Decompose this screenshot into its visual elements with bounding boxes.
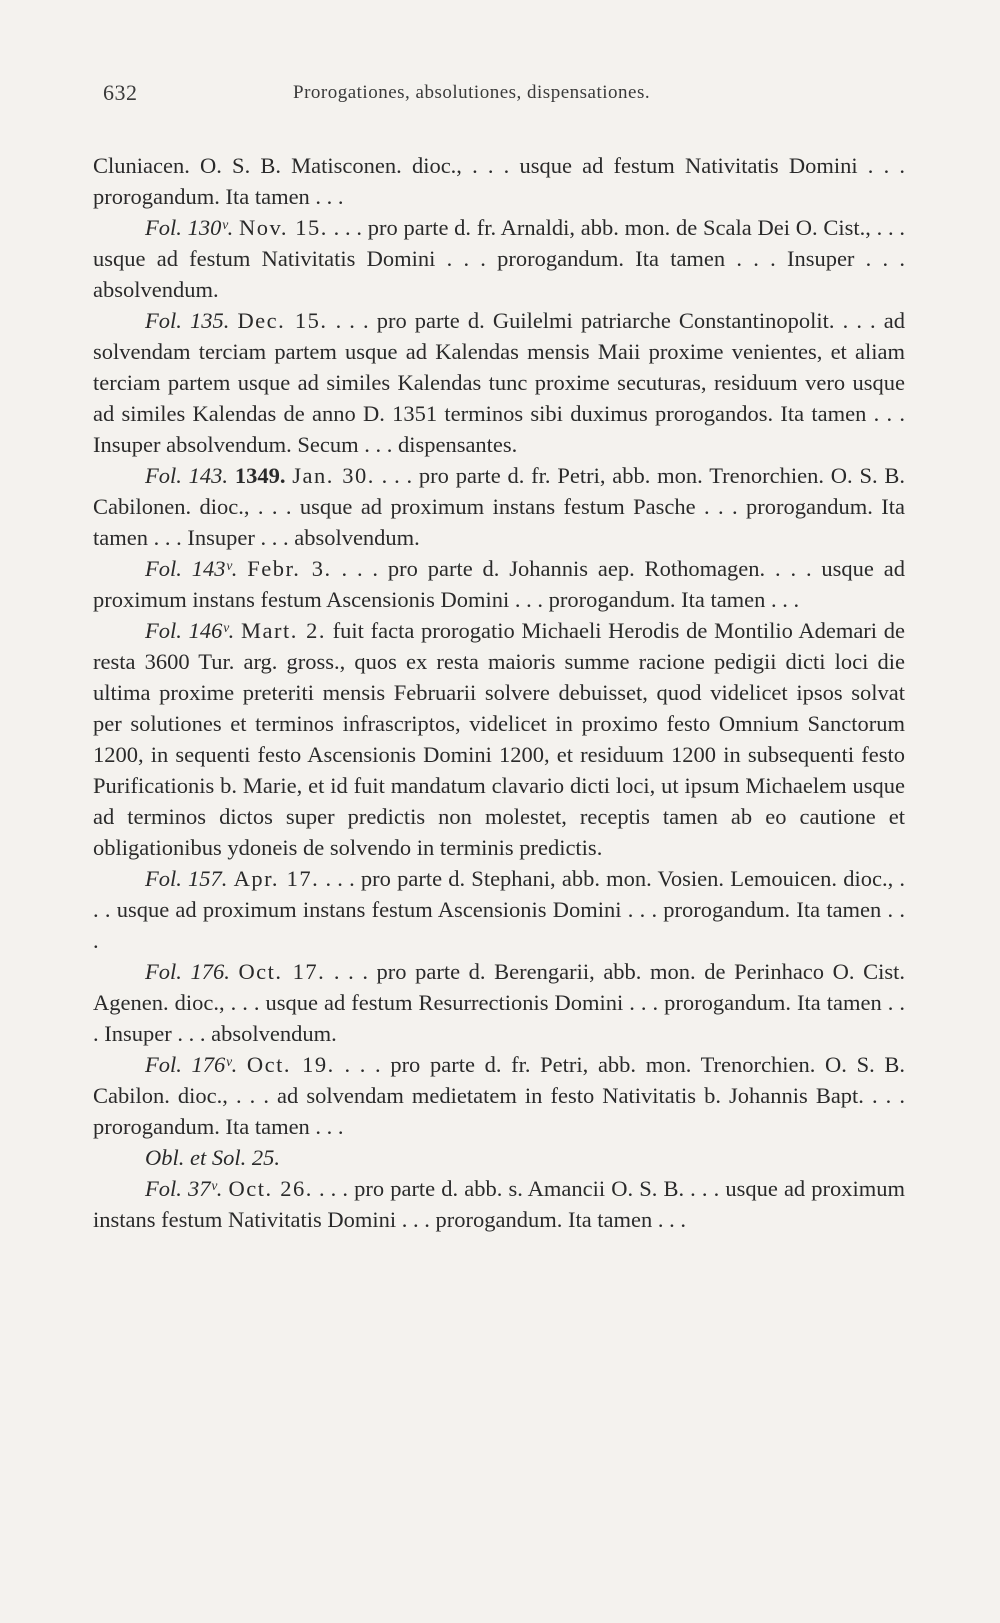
running-head	[93, 70, 905, 110]
entry-paragraph	[93, 305, 905, 460]
entry-text: . . . pro parte d. Johannis aep. Rothomagen. . . . usque ad proximum instans festum Ascensionis Domini . . . prorogandum. Ita tamen . . .	[93, 556, 906, 612]
entry-text: . . . pro parte d. Berengarii, abb. mon. de Perinhaco O. Cist. Agenen. dioc., . . . usque ad festum Resurrectionis Domini . . . prorogandum. Ita tamen . . . Insuper . . . absolvendum.	[93, 959, 905, 1046]
entry-text: . . . pro parte d. fr. Petri, abb. mon. Trenorchien. O. S. B. Cabilon. dioc., . . . ad solvendam medietatem in festo Nativitatis b. Johannis Bapt. . . . prorogandum. Ita tamen . . .	[93, 1052, 906, 1139]
folio-reference: Fol. 143ᵛ.	[145, 556, 238, 581]
folio-reference: Fol. 157.	[145, 866, 228, 891]
entry-paragraph	[93, 615, 905, 863]
document-page	[93, 70, 905, 1235]
folio-reference: Fol. 176.	[145, 959, 230, 984]
folio-reference: Fol. 143.	[145, 463, 229, 488]
entry-date: Febr. 3.	[247, 556, 332, 581]
running-title: Prorogationes, absolutiones, dispensationes.	[293, 82, 651, 103]
entry-date: Oct. 19.	[246, 1052, 335, 1077]
entry-date: Nov. 15.	[239, 215, 328, 240]
entry-date: Jan. 30.	[292, 463, 375, 488]
folio-reference: Fol. 146ᵛ.	[145, 618, 235, 643]
page-number: 632	[103, 80, 138, 105]
entry-paragraph	[93, 863, 905, 956]
entry-text: . . . pro parte d. Stephani, abb. mon. Vosien. Lemouicen. dioc., . . . usque ad proximum instans festum Ascensionis Domini . . . prorogandum. Ita tamen . . .	[93, 866, 906, 953]
entry-paragraph	[93, 150, 905, 212]
entry-text: . . . pro parte d. abb. s. Amancii O. S. B. . . . usque ad proximum instans festum Nativitatis Domini . . . prorogandum. Ita tamen . . .	[93, 1176, 906, 1232]
document-body	[93, 150, 905, 1235]
entry-paragraph	[93, 212, 905, 305]
entry-paragraph	[93, 553, 905, 615]
entry-text: fuit facta prorogatio Michaeli Herodis de Montilio Ademari de resta 3600 Tur. arg. gross., quos ex resta maioris summe racione pedigii dicti loci die ultima proxime preteriti mensis Februarii solvere debuisset, quod videlicet ipsos solvat per solutiones et terminos infrascriptos, videlicet in proximo festo Omnium Sanctorum 1200, in sequenti festo Ascensionis Domini 1200, et residuum 1200 in subsequenti festo Purificationis b. Marie, et id fuit mandatum clavario dicti loci, ut ipsum Michaelem usque ad terminos dictos super predictis non molestet, receptis tamen ab eo cautione et obligationibus ydoneis de solvendo in terminis predictis.	[93, 618, 905, 860]
entry-text: . . . pro parte d. Guilelmi patriarche Constantinopolit. . . . ad solvendam terciam partem usque ad Kalendas mensis Maii proxime venientes, et aliam terciam partem usque ad similes Kalendas tunc proxime secuturas, residuum vero usque ad similes Kalendas de anno D. 1351 terminos sibi duximus prorogandos. Ita tamen . . . Insuper absolvendum. Secum . . . dispensantes.	[93, 308, 906, 457]
entry-date: Dec. 15.	[237, 308, 328, 333]
entry-text: . . . pro parte d. fr. Petri, abb. mon. Trenorchien. O. S. B. Cabilonen. dioc., . . . usque ad proximum instans festum Pasche . . . prorogandum. Ita tamen . . . Insuper . . . absolvendum.	[93, 463, 906, 550]
entry-paragraph	[93, 1173, 905, 1235]
folio-reference: Fol. 176ᵛ.	[145, 1052, 238, 1077]
entry-year: 1349.	[234, 463, 286, 488]
entry-date: Oct. 17.	[238, 959, 326, 984]
entry-paragraph	[93, 1049, 905, 1142]
section-heading: Obl. et Sol. 25.	[145, 1145, 280, 1170]
entry-date: Mart. 2.	[240, 618, 326, 643]
entry-paragraph	[93, 956, 905, 1049]
entry-date: Oct. 26.	[228, 1176, 313, 1201]
folio-reference: Fol. 130ᵛ.	[145, 215, 234, 240]
entry-text: Cluniacen. O. S. B. Matisconen. dioc., . . . usque ad festum Nativitatis Domini . . . prorogandum. Ita tamen . . .	[93, 153, 905, 209]
entry-date: Apr. 17.	[233, 866, 320, 891]
folio-reference: Fol. 37ᵛ.	[145, 1176, 223, 1201]
entry-text: . . . pro parte d. fr. Arnaldi, abb. mon. de Scala Dei O. Cist., . . . usque ad festum Nativitatis Domini . . . prorogandum. Ita tamen . . . Insuper . . . absolvendum.	[93, 215, 905, 302]
entry-paragraph	[93, 460, 905, 553]
folio-reference: Fol. 135.	[145, 308, 230, 333]
